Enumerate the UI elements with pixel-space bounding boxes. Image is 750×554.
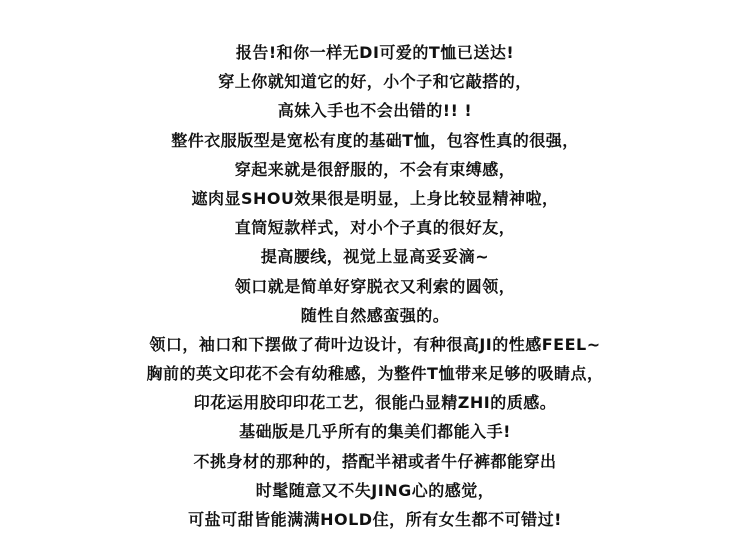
description-line: 时髦随意又不失JING心的感觉， [255,480,495,500]
description-line: 领口就是简单好穿脱衣又利索的圆领， [234,276,516,296]
product-description [0,38,750,534]
description-line: 遮肉显SHOU效果很是明显，上身比较显精神啦， [191,188,559,208]
description-line: 不挑身材的那种的，搭配半裙或者牛仔裤都能穿出 [193,451,557,471]
description-line: 领口，袖口和下摆做了荷叶边设计，有种很高JI的性感FEEL~ [149,334,601,354]
description-line: 穿起来就是很舒服的，不会有束缚感， [234,159,516,179]
description-line: 直筒短款样式，对小个子真的很好友， [234,218,516,238]
description-line: 整件衣服版型是宽松有度的基础T恤，包容性真的很强， [171,130,579,150]
description-line: 报告!和你一样无DI可爱的T恤已送达! [235,43,515,62]
description-line: 基础版是几乎所有的集美们都能入手! [239,422,511,442]
description-line: 提高腰线，视觉上显高妥妥滴~ [260,247,490,267]
description-line: 可盐可甜皆能满满HOLD住，所有女生都不可错过! [188,510,562,529]
description-line: 印花运用胶印印花工艺，很能凸显精ZHI的质感。 [193,393,557,413]
description-line: 胸前的英文印花不会有幼稚感，为整件T恤带来足够的吸睛点， [146,364,604,384]
description-line: 高妹入手也不会出错的!! ! [277,101,473,121]
description-line: 穿上你就知道它的好，小个子和它敲搭的， [218,72,532,92]
description-line: 随性自然感蛮强的。 [300,305,450,325]
